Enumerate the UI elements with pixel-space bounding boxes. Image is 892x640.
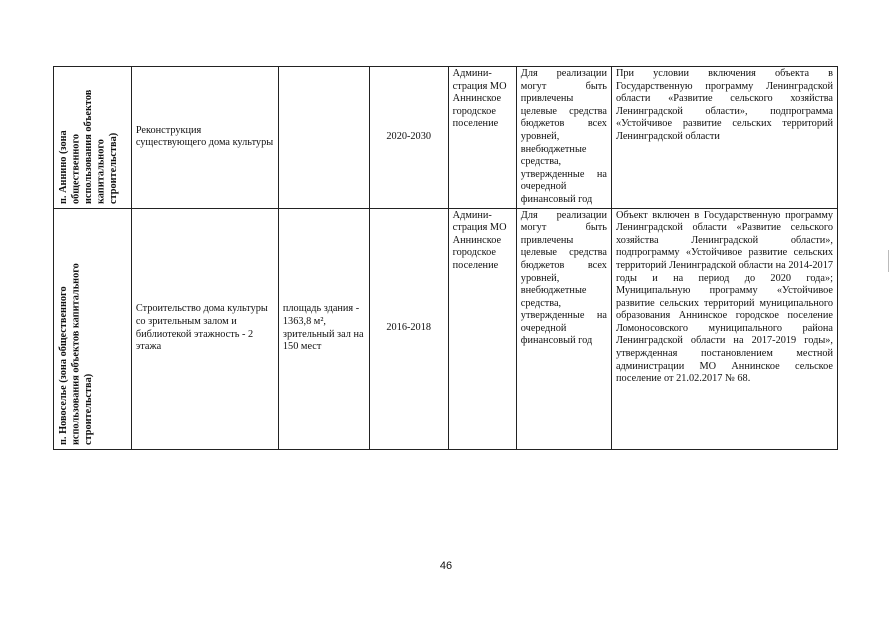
table-row	[54, 208, 838, 449]
funding-cell: Для реализации могут быть привлечены целевые средства бюджетов всех уровней, внебюджетные средства, утвержденные на очередной финансовый год	[516, 208, 611, 449]
note-cell: Объект включен в Государственную программу Ленинградской области «Развитие сельского хозяйства Ленинградской области», подпрограмму «Устойчивое развитие сельских территорий Ленинградской области на 2014-2017 годы и на период до 2020 года»; Муниципальную программу «Устойчивое развитие сельских территорий муниципального образования Аннинское городское поселение Ломоносовского муниципального района Ленинградской области на 2017-2019 годы», утвержденная постановлением местной администрации МО Аннинское сельское поселение от 21.02.2017 № 68.	[611, 208, 837, 449]
responsible-cell: Админи-страция МО Аннинское городское поселение	[448, 67, 516, 209]
period-cell: 2020-2030	[369, 67, 448, 209]
scan-margin-mark	[888, 250, 889, 272]
location-cell	[54, 208, 132, 449]
parameters-cell: площадь здания - 1363,8 м², зрительный зал на 150 мест	[278, 208, 369, 449]
note-cell: При условии включения объекта в Государственную программу Ленинградской области «Развитие сельского хозяйства Ленинградской области», подпрограмма «Устойчивое развитие сельских территорий Ленинградской области	[611, 67, 837, 209]
object-name-cell: Реконструкция существующего дома культуры	[131, 67, 278, 209]
responsible-cell: Админи-страция МО Аннинское городское поселение	[448, 208, 516, 449]
objects-table	[53, 66, 838, 450]
location-text: п. Аннино (зона общественного использования объектов капитального строительства)	[58, 89, 119, 204]
location-cell	[54, 67, 132, 209]
funding-cell: Для реализации могут быть привлечены целевые средства бюджетов всех уровней, внебюджетные средства, утвержденные на очередной финансовый год	[516, 67, 611, 209]
page-number: 46	[439, 560, 453, 572]
object-name-cell: Строительство дома культуры со зрительным залом и библиотекой этажность - 2 этажа	[131, 208, 278, 449]
parameters-cell	[278, 67, 369, 209]
table-row	[54, 67, 838, 209]
location-text: п. Новоселье (зона общественного использования объектов капитального строительства)	[58, 262, 94, 445]
period-cell: 2016-2018	[369, 208, 448, 449]
